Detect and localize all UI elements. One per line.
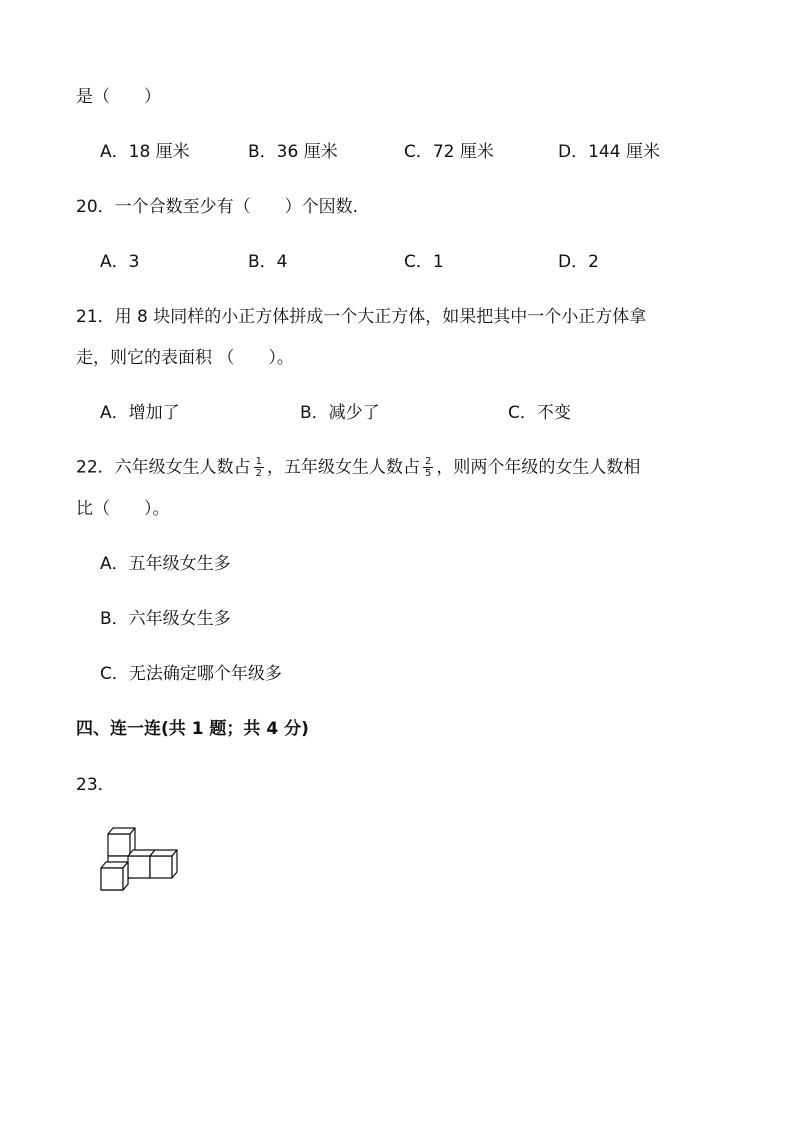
q21-option-c: C．不变 <box>508 403 571 423</box>
q21-option-a: A．增加了 <box>100 403 180 423</box>
q22-stem-line1 <box>76 456 640 479</box>
q22-stem-line2: 比（ ）。 <box>76 499 170 519</box>
q22-option-c: C．无法确定哪个年级多 <box>100 664 282 684</box>
fraction-numerator: 2 <box>425 456 432 467</box>
q19-option-b: B．36 厘米 <box>248 142 338 162</box>
q20-option-d: D．2 <box>558 252 599 272</box>
q20-stem: 20．一个合数至少有（ ）个因数. <box>76 197 359 217</box>
q23-number: 23． <box>76 775 115 795</box>
q21-stem-line1: 21．用 8 块同样的小正方体拼成一个大正方体，如果把其中一个小正方体拿 <box>76 307 647 327</box>
fraction-denominator: 2 <box>255 468 263 479</box>
q19-option-c: C．72 厘米 <box>404 142 494 162</box>
fraction-two-fifths <box>423 456 433 479</box>
q20-option-c: C．1 <box>404 252 444 272</box>
q22-option-a: A．五年级女生多 <box>100 554 231 574</box>
q20-option-b: B．4 <box>248 252 288 272</box>
q22-text-part3: ，则两个年级的女生人数相 <box>436 457 641 478</box>
q19-stem-tail: 是（ ） <box>76 87 161 107</box>
q21-option-b: B．减少了 <box>300 403 380 423</box>
q22-text-part1: 22．六年级女生人数占 <box>76 457 251 478</box>
fraction-denominator: 5 <box>425 468 432 479</box>
q22-text-part2: ，五年级女生人数占 <box>267 457 421 478</box>
q22-option-b: B．六年级女生多 <box>100 609 231 629</box>
fraction-one-half <box>254 456 264 479</box>
q19-option-d: D．144 厘米 <box>558 142 660 162</box>
section-title: 四、连一连(共 1 题；共 4 分) <box>76 719 309 739</box>
fraction-numerator: 1 <box>255 456 263 467</box>
q19-option-a: A．18 厘米 <box>100 142 190 162</box>
q21-stem-line2: 走，则它的表面积 （ ）。 <box>76 348 294 368</box>
cube-stack-figure <box>96 824 186 896</box>
cube <box>150 850 177 878</box>
q20-option-a: A．3 <box>100 252 140 272</box>
